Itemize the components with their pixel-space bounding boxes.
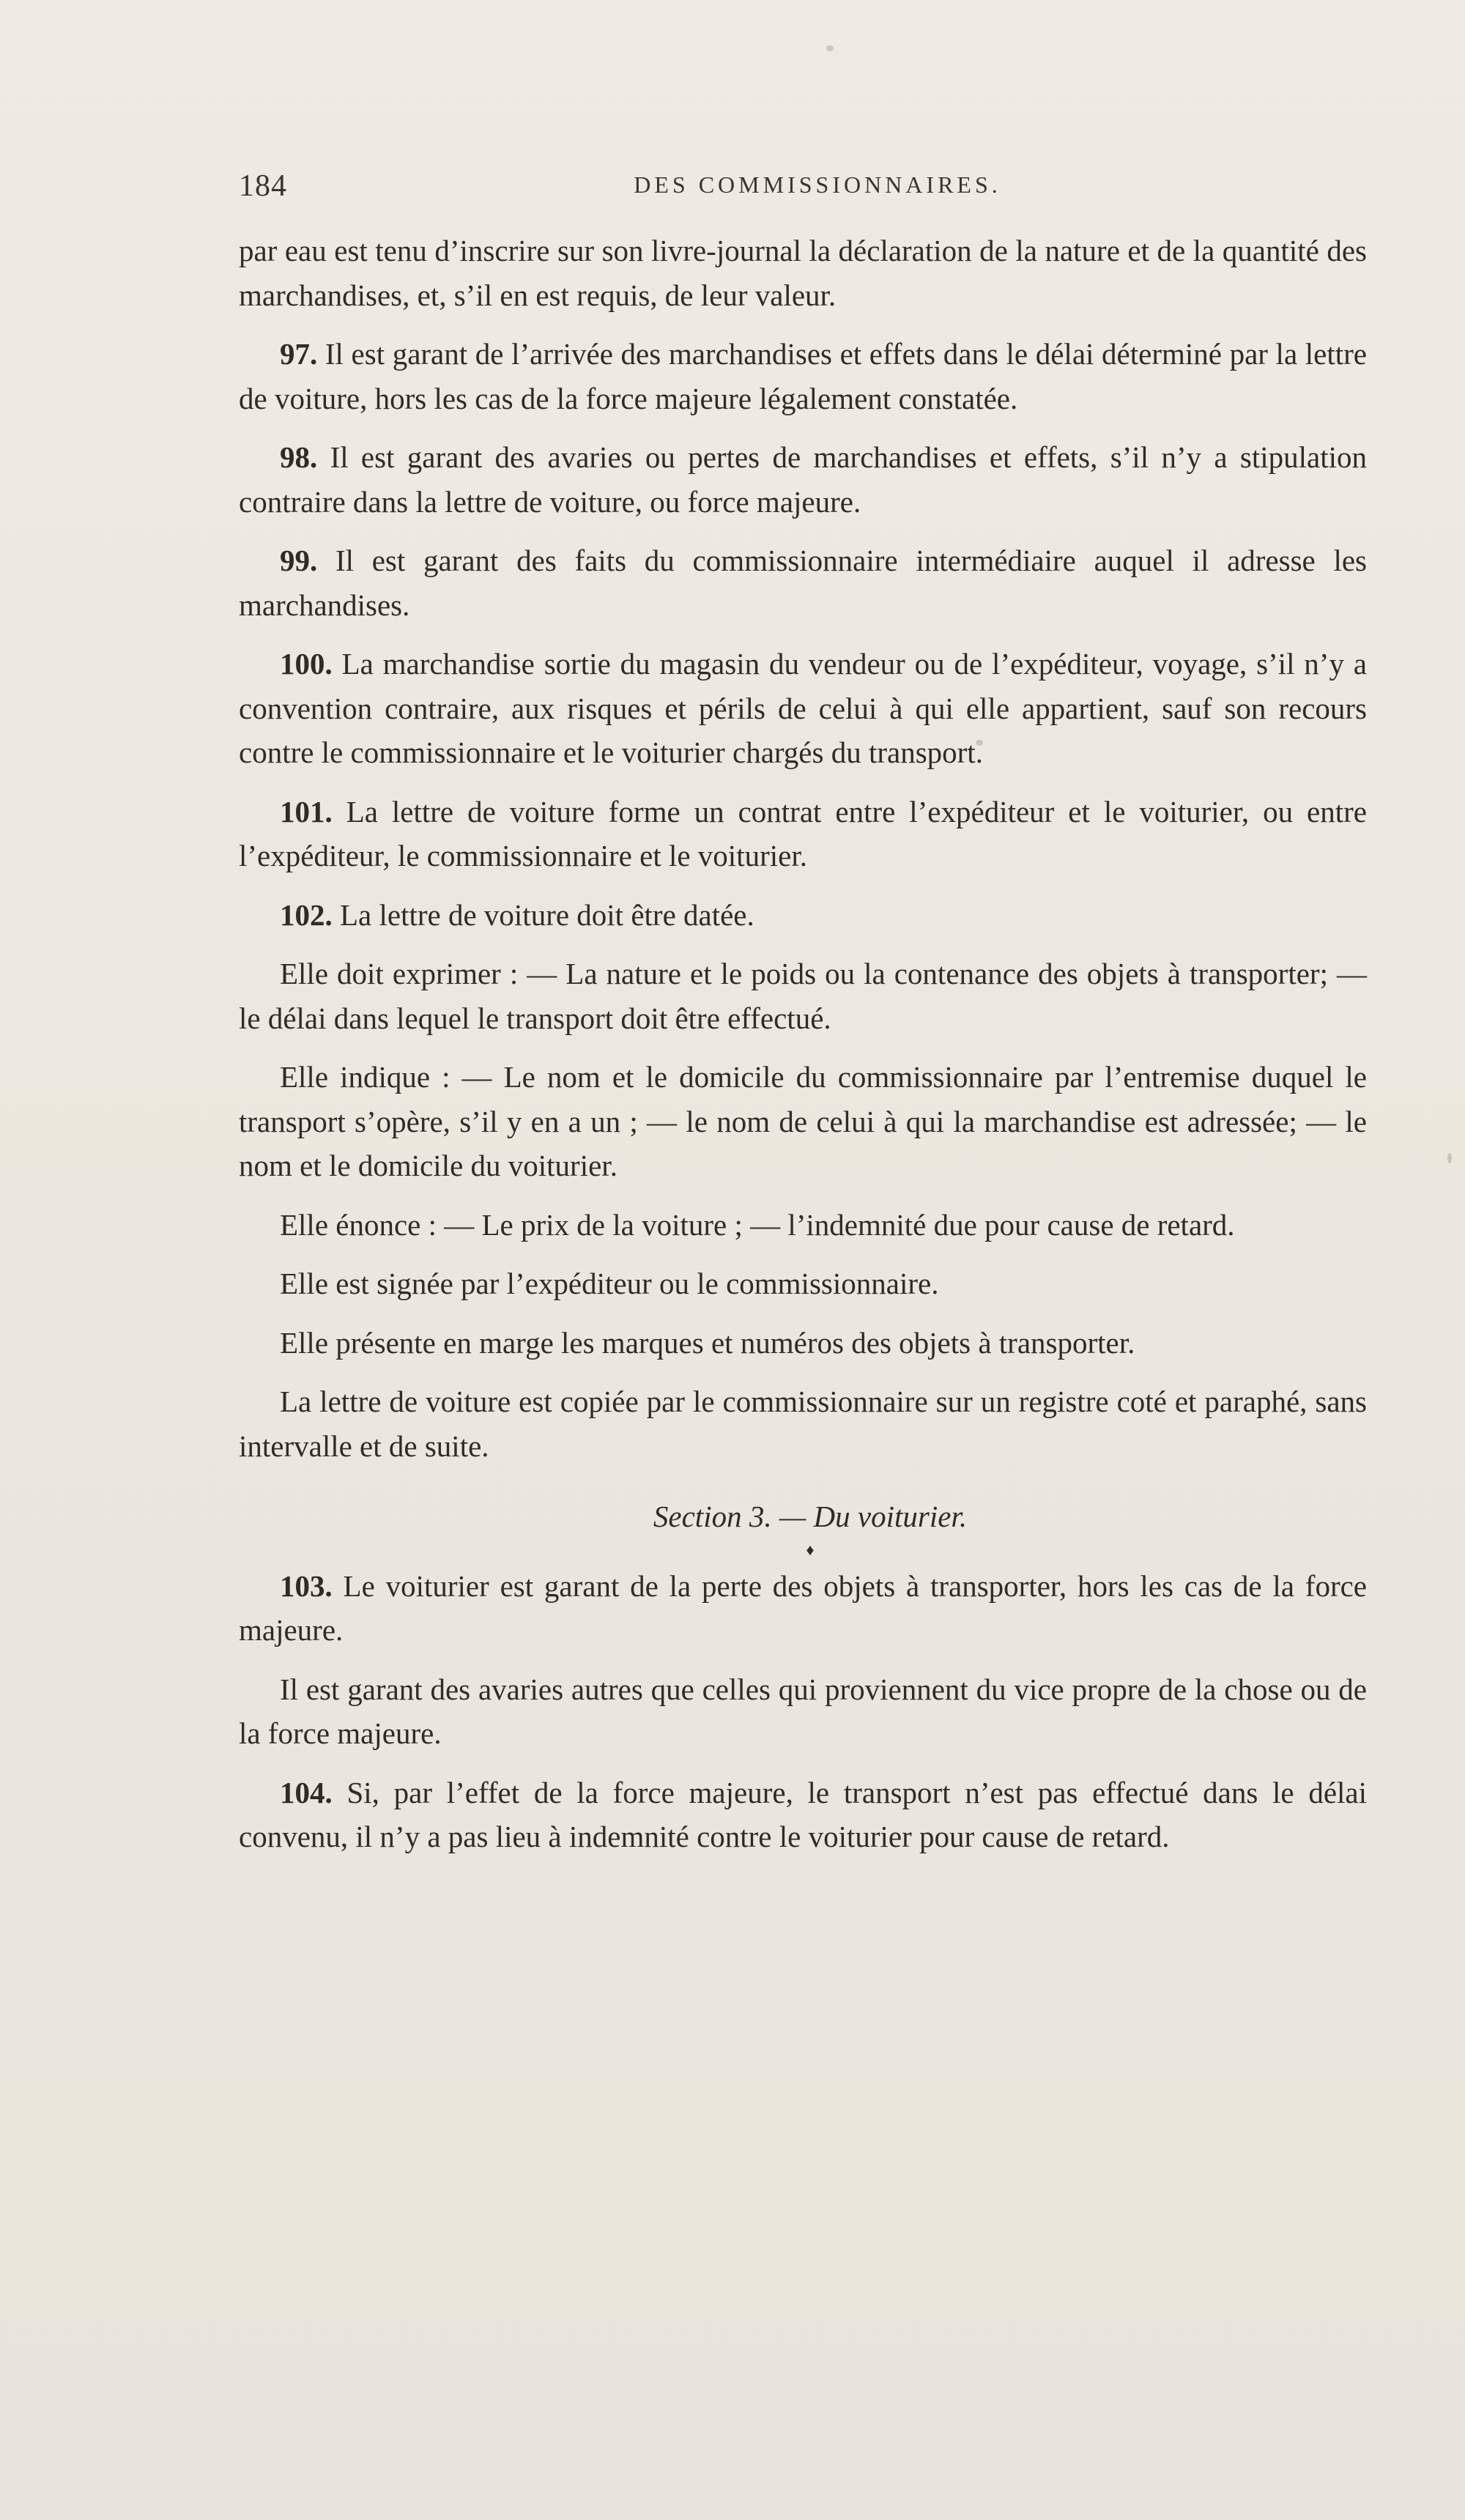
paragraph-text: Si, par l’effet de la force majeure, le transport n’est pas effectué dans le délai convenu, il n’y a pas lieu à indemnité contre le voiturier pour cause de retard. — [239, 1775, 1367, 1853]
paragraph — [239, 538, 1367, 627]
article-number: 104. — [280, 1775, 333, 1809]
paragraph — [239, 332, 1367, 420]
paragraph — [239, 1321, 1367, 1365]
paragraph — [239, 1203, 1367, 1248]
paragraph — [239, 790, 1367, 878]
paragraph — [239, 435, 1367, 524]
ornament-mark: ♦ — [806, 1540, 815, 1559]
paragraph-text: Elle doit exprimer : — La nature et le poids ou la contenance des objets à transporter; — le délai dans lequel le transport doit être effectué. — [239, 957, 1367, 1035]
paragraph — [239, 1771, 1367, 1859]
paragraph — [239, 1667, 1367, 1756]
article-number: 100. — [280, 647, 333, 681]
paragraph-text: Elle énonce : — Le prix de la voiture ; — l’indemnité due pour cause de retard. — [280, 1207, 1235, 1242]
page-number: 184 — [239, 169, 287, 203]
paragraph-text: Elle indique : — Le nom et le domicile du commissionnaire par l’entremise duquel le transport s’opère, s’il y en a un ; — le nom de celui à qui la marchandise est adressée; — le nom et le domicile du voiturier. — [239, 1060, 1367, 1182]
paragraph — [239, 1379, 1367, 1468]
paragraph — [239, 952, 1367, 1040]
paragraph-list — [239, 229, 1367, 1468]
paragraph-text: Il est garant des avaries ou pertes de marchandises et effets, s’il n’y a stipulation contraire dans la lettre de voiture, ou force majeure. — [239, 440, 1367, 519]
article-number: 97. — [280, 337, 318, 371]
paragraph-text: La lettre de voiture est copiée par le commissionnaire sur un registre coté et paraphé, sans intervalle et de suite. — [239, 1385, 1367, 1463]
paragraph-text: Elle est signée par l’expéditeur ou le commissionnaire. — [280, 1267, 939, 1300]
paragraph — [239, 1055, 1367, 1188]
paragraph-text: La lettre de voiture doit être datée. — [332, 897, 754, 932]
article-number: 99. — [280, 544, 318, 577]
paragraph-text: La lettre de voiture forme un contrat entre l’expéditeur et le voiturier, ou entre l’expéditeur, le commissionnaire et le voiturier. — [239, 794, 1367, 872]
page-blemish — [826, 45, 834, 51]
paragraph-text: Il est garant des faits du commissionnaire intermédiaire auquel il adresse les marchandises. — [239, 544, 1367, 622]
paragraph — [239, 229, 1367, 317]
page-header — [239, 168, 1367, 212]
paragraph-text: Il est garant de l’arrivée des marchandises et effets dans le délai déterminé par la lettre de voiture, hors les cas de la force majeure légalement constatée. — [239, 337, 1367, 415]
page-blemish — [1447, 1153, 1452, 1163]
section-paragraph-list — [239, 1564, 1367, 1859]
article-number: 101. — [280, 794, 333, 829]
article-number: 102. — [280, 897, 333, 932]
paragraph-text: Le voiturier est garant de la perte des objets à transporter, hors les cas de la force majeure. — [239, 1568, 1367, 1647]
paragraph — [239, 1261, 1367, 1306]
paragraph — [239, 642, 1367, 775]
running-title: DES COMMISSIONNAIRES. — [634, 171, 1001, 198]
paragraph — [239, 1564, 1367, 1653]
paragraph-text: par eau est tenu d’inscrire sur son livre-journal la déclaration de la nature et de la quantité des marchandises, et, s’il en est requis, de leur valeur. — [239, 234, 1367, 312]
section-title: Section 3. — Du voiturier. — [653, 1500, 968, 1533]
article-number: 103. — [280, 1568, 333, 1603]
paragraph-text: La marchandise sortie du magasin du vendeur ou de l’expéditeur, voyage, s’il n’y a convention contraire, aux risques et périls de celui à qui elle appartient, sauf son recours contre le commissionnaire et le voiturier chargés du transport. — [239, 647, 1367, 769]
paragraph — [239, 893, 1367, 938]
article-number: 98. — [280, 440, 318, 474]
paragraph-text: Il est garant des avaries autres que celles qui proviennent du vice propre de la chose ou de la force majeure. — [239, 1672, 1367, 1750]
paragraph-text: Elle présente en marge les marques et numéros des objets à transporter. — [280, 1325, 1135, 1360]
body-text — [239, 229, 1367, 1874]
